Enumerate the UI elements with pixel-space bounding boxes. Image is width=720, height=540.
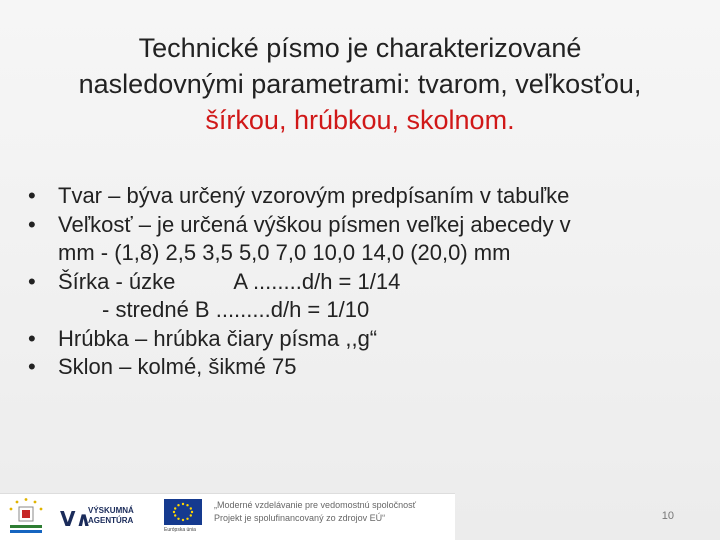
title-line-3: šírkou, hrúbkou, skolnom. [205,105,515,135]
sirka-narrow-ratio: A ........d/h = 1/14 [233,268,401,294]
bullet-sirka-medium: - stredné B .........d/h = 1/10 [102,297,370,322]
title-line-2: nasledovnými parametrami: tvarom, veľkosťou, [78,69,642,99]
agency-mark-icon: V∧ [60,507,92,531]
bullet-sklon: • Sklon – kolmé, šikmé 75 [28,353,708,382]
sirka-label: Šírka - úzke [58,268,176,294]
bullet-tvar: • Tvar – býva určený vzorovým predpísaním v tabuľke [28,182,708,211]
slide-title [20,30,700,138]
bullet-velkost-continued: mm - (1,8) 2,5 3,5 5,0 7,0 10,0 14,0 (20,0) mm [58,240,511,265]
bullet-sirka [28,268,708,297]
agency-name-line-1: VÝSKUMNÁ [88,506,134,515]
quote-line-2: Projekt je spolufinancovaný zo zdrojov EÚ“ [214,513,386,523]
page-number: 10 [661,510,674,522]
title-line-1: Technické písmo je charakterizované [138,33,582,63]
bullet-list [28,182,708,382]
university-logo-icon [4,497,48,537]
bullet-hrubka: • Hrúbka – hrúbka čiary písma ,,g“ [28,325,708,354]
project-quote [214,499,416,525]
bullet-velkost: • Veľkosť – je určená výškou písmen veľkej abecedy v [28,211,708,240]
eu-flag-icon [164,499,202,525]
agency-name-line-2: AGENTÚRA [88,516,134,525]
eu-caption: Európska únia [164,527,196,533]
footer-logo-bar [0,493,455,540]
agency-logo [60,504,150,532]
quote-line-1: „Moderné vzdelávanie pre vedomostnú spoločnosť [214,500,416,510]
